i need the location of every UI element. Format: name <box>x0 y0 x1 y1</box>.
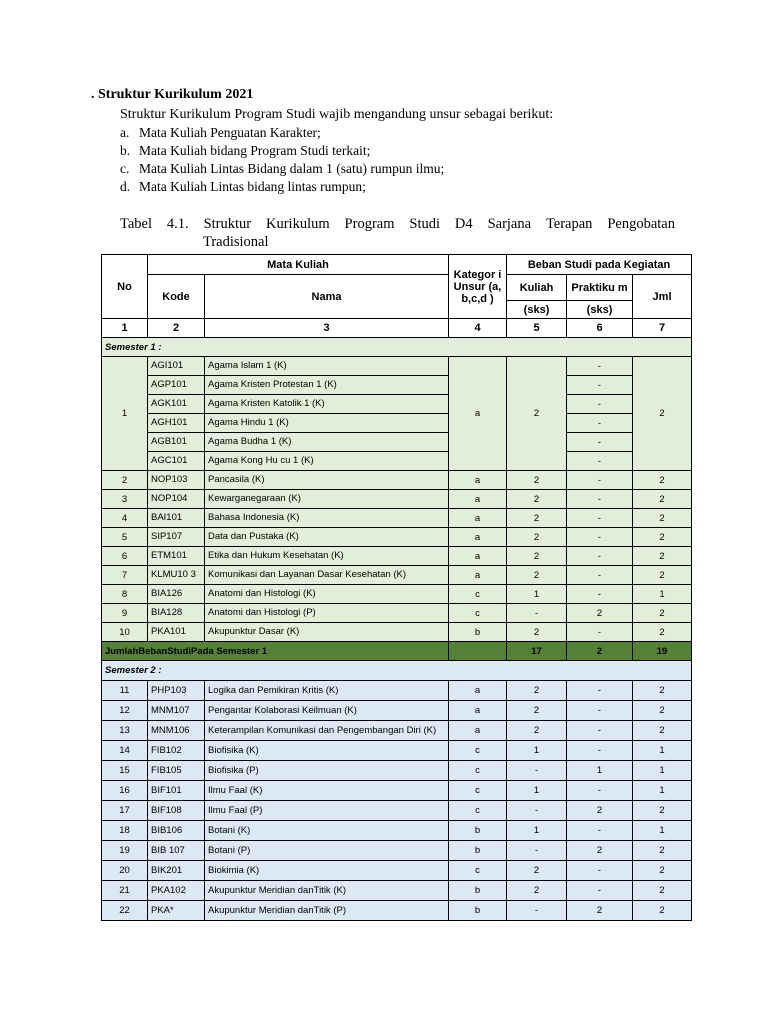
row-nama: Biofisika (P) <box>205 761 449 781</box>
table-row <box>102 452 692 471</box>
semester-label-row <box>102 661 692 681</box>
row-nama: Agama Kong Hu cu 1 (K) <box>205 452 449 471</box>
header-kuliah: Kuliah <box>507 275 567 301</box>
header-kode: Kode <box>148 275 205 319</box>
table-row <box>102 841 692 861</box>
row-kode: PKA102 <box>148 881 205 901</box>
row-praktikum: - <box>567 452 633 471</box>
caption-word: Program <box>344 216 395 232</box>
row-kode: AGB101 <box>148 433 205 452</box>
column-number: 7 <box>633 319 692 338</box>
caption-word: Kurikulum <box>266 216 330 232</box>
table-row <box>102 801 692 821</box>
row-kategori: c <box>449 781 507 801</box>
row-praktikum: - <box>567 741 633 761</box>
row-no: 19 <box>102 841 148 861</box>
row-praktikum: - <box>567 781 633 801</box>
row-praktikum: 2 <box>567 801 633 821</box>
row-kode: BIF108 <box>148 801 205 821</box>
row-kode: BIF101 <box>148 781 205 801</box>
table-row <box>102 471 692 490</box>
row-kuliah: 2 <box>507 623 567 642</box>
row-no: 7 <box>102 566 148 585</box>
table-row <box>102 547 692 566</box>
row-kategori: a <box>449 681 507 701</box>
total-jml: 19 <box>633 642 692 661</box>
row-nama: Logika dan Pemikiran Kritis (K) <box>205 681 449 701</box>
row-kategori: c <box>449 585 507 604</box>
row-no: 14 <box>102 741 148 761</box>
row-no: 21 <box>102 881 148 901</box>
header-praktikum: Praktiku m <box>567 275 633 301</box>
row-kode: BIA128 <box>148 604 205 623</box>
row-nama: Agama Kristen Protestan 1 (K) <box>205 376 449 395</box>
row-no: 13 <box>102 721 148 741</box>
row-nama: Akupunktur Meridian danTitik (P) <box>205 901 449 921</box>
row-jml: 1 <box>633 741 692 761</box>
row-praktikum: - <box>567 490 633 509</box>
table-row <box>102 376 692 395</box>
row-kategori: b <box>449 901 507 921</box>
row-jml: 2 <box>633 547 692 566</box>
row-nama: Akupunktur Meridian danTitik (K) <box>205 881 449 901</box>
table-row <box>102 566 692 585</box>
row-no: 16 <box>102 781 148 801</box>
row-praktikum: - <box>567 821 633 841</box>
header-no: No <box>102 255 148 319</box>
row-nama: Pancasila (K) <box>205 471 449 490</box>
semester-label: Semester 1 : <box>102 338 692 357</box>
list-item: a. Mata Kuliah Penguatan Karakter; <box>120 125 321 140</box>
row-nama: Data dan Pustaka (K) <box>205 528 449 547</box>
table-caption: Tabel 4.1. Struktur Kurikulum Program Studi D4 Sarjana Terapan Pengobatan Tradisional <box>120 216 675 250</box>
row-kuliah: 2 <box>507 471 567 490</box>
row-kategori: a <box>449 721 507 741</box>
semester-label: Semester 2 : <box>102 661 692 681</box>
row-praktikum: 2 <box>567 841 633 861</box>
semester-total-row <box>102 642 692 661</box>
header-kategori: Kategor i Unsur (a,b,c,d ) <box>449 255 507 319</box>
row-kuliah: 2 <box>507 681 567 701</box>
curriculum-table <box>101 254 692 921</box>
header-sks-kuliah: (sks) <box>507 301 567 319</box>
row-kategori: c <box>449 861 507 881</box>
row-no: 10 <box>102 623 148 642</box>
caption-word: Studi <box>409 216 441 232</box>
row-kategori: a <box>449 509 507 528</box>
row-praktikum: - <box>567 566 633 585</box>
row-kuliah: - <box>507 901 567 921</box>
table-row <box>102 490 692 509</box>
row-jml: 2 <box>633 509 692 528</box>
row-jml: 2 <box>633 357 692 471</box>
row-kategori: b <box>449 821 507 841</box>
section-heading: . Struktur Kurikulum 2021 <box>91 87 254 102</box>
row-kode: KLMU10 3 <box>148 566 205 585</box>
row-jml: 2 <box>633 861 692 881</box>
row-kuliah: - <box>507 604 567 623</box>
row-kuliah: 2 <box>507 701 567 721</box>
row-nama: Agama Budha 1 (K) <box>205 433 449 452</box>
row-kategori: b <box>449 623 507 642</box>
row-jml: 2 <box>633 528 692 547</box>
table-row <box>102 357 692 376</box>
row-kode: ETM101 <box>148 547 205 566</box>
row-no: 3 <box>102 490 148 509</box>
row-nama: Keterampilan Komunikasi dan Pengembangan Diri (K) <box>205 721 449 741</box>
row-kategori: a <box>449 528 507 547</box>
row-nama: Biokimia (K) <box>205 861 449 881</box>
row-kode: BAI101 <box>148 509 205 528</box>
row-kode: BIA126 <box>148 585 205 604</box>
table-row <box>102 701 692 721</box>
table-row <box>102 901 692 921</box>
row-kategori: a <box>449 471 507 490</box>
row-praktikum: - <box>567 376 633 395</box>
row-kode: FIB105 <box>148 761 205 781</box>
row-kode: SIP107 <box>148 528 205 547</box>
list-item: d. Mata Kuliah Lintas bidang lintas rumpun; <box>120 179 366 194</box>
table-row <box>102 509 692 528</box>
table-row <box>102 861 692 881</box>
row-no: 20 <box>102 861 148 881</box>
row-nama: Anatomi dan Histologi (K) <box>205 585 449 604</box>
caption-word: Sarjana <box>487 216 532 232</box>
row-kode: AGC101 <box>148 452 205 471</box>
caption-word: Terapan <box>545 216 593 232</box>
row-praktikum: 2 <box>567 604 633 623</box>
row-nama: Agama Islam 1 (K) <box>205 357 449 376</box>
row-no: 8 <box>102 585 148 604</box>
column-number-row <box>102 319 692 338</box>
semester-label-row <box>102 338 692 357</box>
table-row <box>102 821 692 841</box>
row-praktikum: - <box>567 701 633 721</box>
row-nama: Ilmu Faal (P) <box>205 801 449 821</box>
row-kategori: a <box>449 357 507 471</box>
header-nama: Nama <box>205 275 449 319</box>
row-kuliah: - <box>507 761 567 781</box>
row-kategori: c <box>449 761 507 781</box>
row-kuliah: 2 <box>507 357 567 471</box>
row-nama: Agama Hindu 1 (K) <box>205 414 449 433</box>
table-row <box>102 721 692 741</box>
table-row <box>102 414 692 433</box>
row-nama: Agama Kristen Katolik 1 (K) <box>205 395 449 414</box>
total-kuliah: 17 <box>507 642 567 661</box>
caption-word: D4 <box>454 216 473 232</box>
table-row <box>102 528 692 547</box>
row-no: 22 <box>102 901 148 921</box>
row-kuliah: 1 <box>507 781 567 801</box>
row-kuliah: 1 <box>507 585 567 604</box>
row-jml: 1 <box>633 761 692 781</box>
row-no: 6 <box>102 547 148 566</box>
row-praktikum: - <box>567 528 633 547</box>
row-praktikum: - <box>567 433 633 452</box>
row-kategori: a <box>449 566 507 585</box>
row-no: 4 <box>102 509 148 528</box>
row-kategori: b <box>449 881 507 901</box>
row-kode: MNM106 <box>148 721 205 741</box>
row-kuliah: 2 <box>507 547 567 566</box>
requirements-list <box>120 124 444 196</box>
table-row <box>102 761 692 781</box>
row-jml: 1 <box>633 821 692 841</box>
row-kode: NOP103 <box>148 471 205 490</box>
row-kode: AGK101 <box>148 395 205 414</box>
table-row <box>102 781 692 801</box>
column-number: 3 <box>205 319 449 338</box>
row-nama: Botani (P) <box>205 841 449 861</box>
row-jml: 2 <box>633 841 692 861</box>
row-kode: FIB102 <box>148 741 205 761</box>
row-praktikum: - <box>567 585 633 604</box>
table-row <box>102 623 692 642</box>
row-kuliah: 2 <box>507 528 567 547</box>
row-jml: 2 <box>633 623 692 642</box>
row-kode: MNM107 <box>148 701 205 721</box>
column-number: 5 <box>507 319 567 338</box>
table-row <box>102 395 692 414</box>
row-kuliah: - <box>507 841 567 861</box>
row-praktikum: - <box>567 357 633 376</box>
row-jml: 2 <box>633 566 692 585</box>
row-nama: Etika dan Hukum Kesehatan (K) <box>205 547 449 566</box>
table-row <box>102 741 692 761</box>
caption-word: Tabel <box>120 216 152 232</box>
row-nama: Ilmu Faal (K) <box>205 781 449 801</box>
row-no: 12 <box>102 701 148 721</box>
row-jml: 2 <box>633 901 692 921</box>
table-row <box>102 681 692 701</box>
row-no: 5 <box>102 528 148 547</box>
row-kuliah: 2 <box>507 861 567 881</box>
row-praktikum: - <box>567 861 633 881</box>
row-jml: 2 <box>633 604 692 623</box>
row-kategori: b <box>449 841 507 861</box>
caption-word: 4.1. <box>166 216 189 232</box>
row-nama: Komunikasi dan Layanan Dasar Kesehatan (K) <box>205 566 449 585</box>
row-no: 17 <box>102 801 148 821</box>
header-mata-kuliah: Mata Kuliah <box>148 255 449 275</box>
row-kategori: a <box>449 701 507 721</box>
row-nama: Bahasa Indonesia (K) <box>205 509 449 528</box>
row-kategori: a <box>449 547 507 566</box>
caption-word: Pengobatan <box>607 216 675 232</box>
row-kode: AGI101 <box>148 357 205 376</box>
row-kode: PHP103 <box>148 681 205 701</box>
row-kategori: c <box>449 604 507 623</box>
row-kode: BIB 107 <box>148 841 205 861</box>
row-kode: BIK201 <box>148 861 205 881</box>
row-kuliah: 2 <box>507 509 567 528</box>
row-kuliah: 1 <box>507 741 567 761</box>
row-kategori: c <box>449 801 507 821</box>
row-jml: 1 <box>633 781 692 801</box>
list-item: b. Mata Kuliah bidang Program Studi terkait; <box>120 143 371 158</box>
table-row <box>102 585 692 604</box>
row-praktikum: - <box>567 471 633 490</box>
row-jml: 2 <box>633 801 692 821</box>
table-row <box>102 881 692 901</box>
row-kuliah: - <box>507 801 567 821</box>
row-praktikum: - <box>567 681 633 701</box>
row-praktikum: - <box>567 547 633 566</box>
row-nama: Biofisika (K) <box>205 741 449 761</box>
row-nama: Pengantar Kolaborasi Keilmuan (K) <box>205 701 449 721</box>
row-praktikum: 1 <box>567 761 633 781</box>
row-praktikum: 2 <box>567 901 633 921</box>
row-nama: Kewarganegaraan (K) <box>205 490 449 509</box>
row-kode: PKA101 <box>148 623 205 642</box>
row-kode: AGH101 <box>148 414 205 433</box>
header-jml: Jml <box>633 275 692 319</box>
table-row <box>102 433 692 452</box>
row-praktikum: - <box>567 395 633 414</box>
table-row <box>102 604 692 623</box>
row-jml: 2 <box>633 471 692 490</box>
row-no: 18 <box>102 821 148 841</box>
row-kode: AGP101 <box>148 376 205 395</box>
row-no: 15 <box>102 761 148 781</box>
list-item: c. Mata Kuliah Lintas Bidang dalam 1 (satu) rumpun ilmu; <box>120 161 445 176</box>
row-kode: NOP104 <box>148 490 205 509</box>
row-praktikum: - <box>567 881 633 901</box>
row-praktikum: - <box>567 414 633 433</box>
column-number: 1 <box>102 319 148 338</box>
row-no: 11 <box>102 681 148 701</box>
row-kuliah: 2 <box>507 881 567 901</box>
row-jml: 2 <box>633 881 692 901</box>
header-sks-praktikum: (sks) <box>567 301 633 319</box>
row-jml: 2 <box>633 701 692 721</box>
column-number: 4 <box>449 319 507 338</box>
total-praktikum: 2 <box>567 642 633 661</box>
total-kategori <box>449 642 507 661</box>
row-no: 2 <box>102 471 148 490</box>
row-kuliah: 2 <box>507 721 567 741</box>
row-kode: PKA* <box>148 901 205 921</box>
row-nama: Botani (K) <box>205 821 449 841</box>
row-no: 9 <box>102 604 148 623</box>
row-jml: 2 <box>633 721 692 741</box>
row-praktikum: - <box>567 721 633 741</box>
column-number: 2 <box>148 319 205 338</box>
row-nama: Akupunktur Dasar (K) <box>205 623 449 642</box>
row-praktikum: - <box>567 623 633 642</box>
row-praktikum: - <box>567 509 633 528</box>
header-beban-studi: Beban Studi pada Kegiatan <box>507 255 692 275</box>
total-label: JumlahBebanStudiPada Semester 1 <box>102 642 449 661</box>
row-kategori: a <box>449 490 507 509</box>
row-jml: 2 <box>633 490 692 509</box>
row-kode: BIB106 <box>148 821 205 841</box>
row-nama: Anatomi dan Histologi (P) <box>205 604 449 623</box>
row-jml: 1 <box>633 585 692 604</box>
row-no: 1 <box>102 357 148 471</box>
caption-word: Struktur <box>203 216 252 232</box>
row-kuliah: 2 <box>507 566 567 585</box>
intro-text: Struktur Kurikulum Program Studi wajib mengandung unsur sebagai berikut: <box>120 107 554 122</box>
row-kuliah: 1 <box>507 821 567 841</box>
row-kuliah: 2 <box>507 490 567 509</box>
row-kategori: c <box>449 741 507 761</box>
row-jml: 2 <box>633 681 692 701</box>
column-number: 6 <box>567 319 633 338</box>
